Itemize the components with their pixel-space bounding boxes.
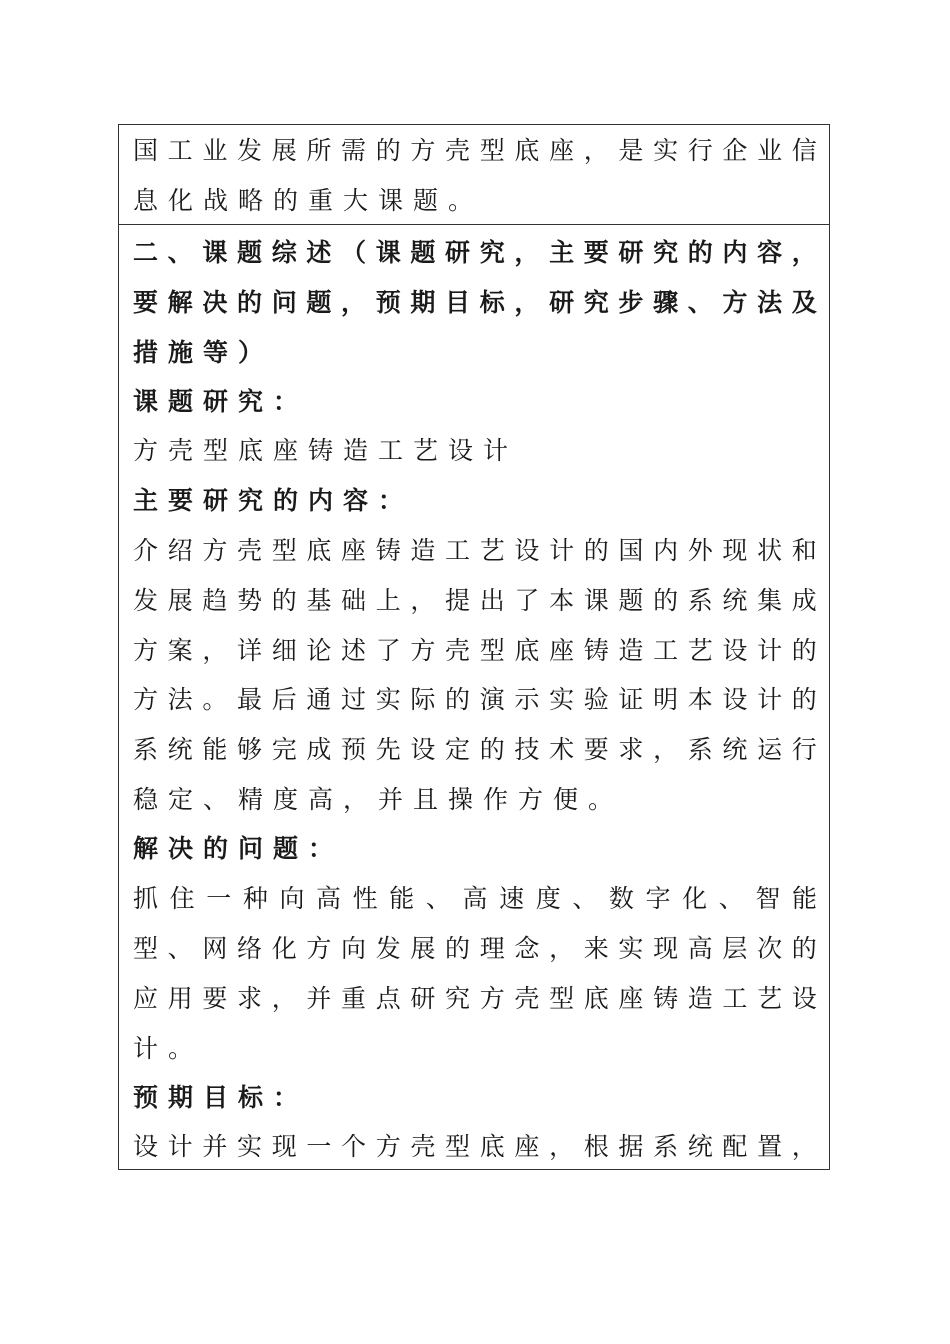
section1-line-2: 息化战略的重大课题。 (133, 186, 484, 215)
problem-line-3: 应 用 要 求 ， 并 重 点 研 究 方 壳 型 底 座 铸 造 工 艺 设 (133, 984, 817, 1013)
section2-heading-line-1: 二 、 课 题 综 述 （ 课 题 研 究 ， 主 要 研 究 的 内 容 ， (133, 238, 817, 267)
problem-label: 解决的问题： (133, 834, 344, 863)
content-line-3: 方 案 ， 详 细 论 述 了 方 壳 型 底 座 铸 造 工 艺 设 计 的 (133, 636, 817, 665)
problem-line-4: 计。 (133, 1034, 204, 1063)
content-line-6: 稳定、精度高，并且操作方便。 (133, 785, 624, 814)
content-line-5: 系 统 能 够 完 成 预 先 设 定 的 技 术 要 求 ， 系 统 运 行 (133, 735, 817, 764)
problem-line-2: 型 、 网 络 化 方 向 发 展 的 理 念 ， 来 实 现 高 层 次 的 (133, 934, 817, 963)
section2-heading-line-3: 措施等） (133, 338, 274, 367)
goal-label: 预期目标： (133, 1083, 309, 1112)
content-line-4: 方 法 。 最 后 通 过 实 际 的 演 示 实 验 证 明 本 设 计 的 (133, 685, 817, 714)
topic-text: 方壳型底座铸造工艺设计 (133, 436, 519, 465)
content-label: 主要研究的内容： (133, 486, 414, 515)
content-line-2: 发 展 趋 势 的 基 础 上 ， 提 出 了 本 课 题 的 系 统 集 成 (133, 586, 817, 615)
section2-heading-line-2: 要 解 决 的 问 题 ， 预 期 目 标 ， 研 究 步 骤 、 方 法 及 (133, 288, 817, 317)
goal-line-1: 设 计 并 实 现 一 个 方 壳 型 底 座 ， 根 据 系 统 配 置 ， (133, 1132, 817, 1161)
problem-line-1: 抓 住 一 种 向 高 性 能 、 高 速 度 、 数 字 化 、 智 能 (133, 884, 817, 913)
topic-label: 课题研究： (133, 387, 309, 416)
content-line-1: 介 绍 方 壳 型 底 座 铸 造 工 艺 设 计 的 国 内 外 现 状 和 (133, 536, 817, 565)
section1-line-1: 国 工 业 发 展 所 需 的 方 壳 型 底 座 ， 是 实 行 企 业 信 (133, 136, 817, 165)
